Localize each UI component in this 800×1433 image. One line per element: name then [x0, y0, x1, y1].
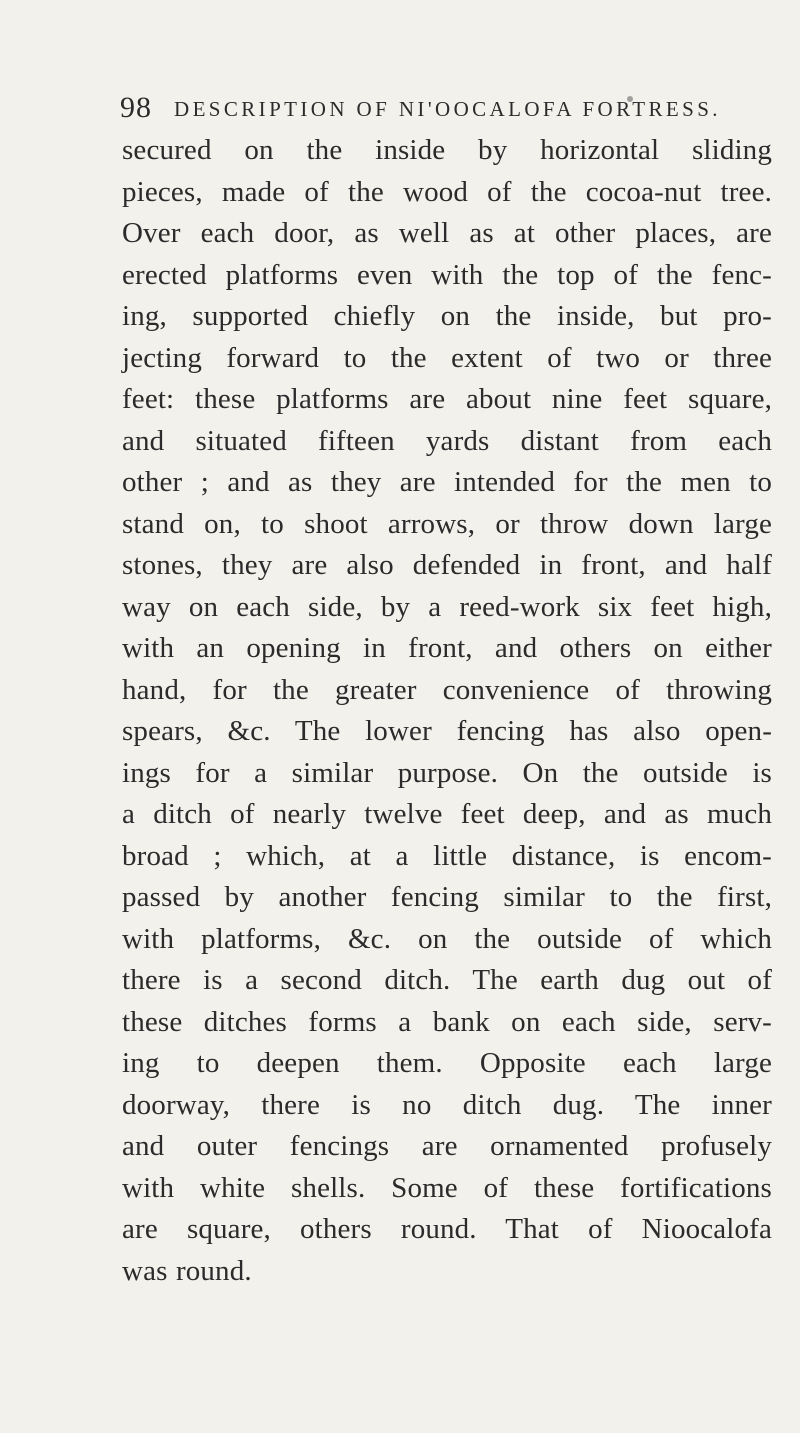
text-line: other ; and as they are intended for the men to [122, 466, 772, 498]
text-line: secured on the inside by horizontal sliding [122, 134, 772, 166]
text-line: stand on, to shoot arrows, or throw down large [122, 507, 772, 540]
text-line: a ditch of nearly twelve feet deep, and as much [122, 798, 772, 830]
text-line: with platforms, &c. on the outside of which [122, 922, 772, 955]
text-line: spears, &c. The lower fencing has also open- [122, 715, 772, 747]
text-line: passed by another fencing similar to the first, [122, 881, 772, 913]
running-title: DESCRIPTION OF NI'OOCALOFA FORTRESS. [174, 97, 721, 121]
text-line: these ditches forms a bank on each side, serv- [122, 1005, 772, 1038]
text-line: Over each door, as well as at other places, are [122, 217, 772, 249]
text-line: broad ; which, at a little distance, is encom- [122, 839, 772, 872]
text-line: stones, they are also defended in front, and half [122, 549, 772, 581]
text-line: with white shells. Some of these fortifications [122, 1171, 772, 1204]
text-line: pieces, made of the wood of the cocoa-nut tree. [122, 175, 772, 208]
text-line: erected platforms even with the top of the fenc- [122, 258, 772, 291]
text-line: there is a second ditch. The earth dug out of [122, 964, 772, 996]
text-line: and outer fencings are ornamented profusely [122, 1130, 772, 1162]
text-line: doorway, there is no ditch dug. The inner [122, 1088, 772, 1121]
text-line: ing, supported chiefly on the inside, but pro- [122, 300, 772, 332]
text-line: with an opening in front, and others on either [122, 632, 772, 664]
text-line: and situated fifteen yards distant from each [122, 424, 772, 457]
text-line: feet: these platforms are about nine feet square, [122, 383, 772, 415]
text-line: way on each side, by a reed-work six feet high, [122, 590, 772, 623]
body-text [122, 130, 772, 1292]
text-line: ings for a similar purpose. On the outside is [122, 756, 772, 789]
running-head [120, 88, 720, 128]
page-number: 98 [120, 91, 152, 124]
text-line: ing to deepen them. Opposite each large [122, 1047, 772, 1079]
text-line: was round. [122, 1254, 252, 1287]
text-line: are square, others round. That of Nioocalofa [122, 1213, 772, 1245]
text-line: hand, for the greater convenience of throwing [122, 673, 772, 706]
text-line: jecting forward to the extent of two or three [122, 341, 772, 374]
